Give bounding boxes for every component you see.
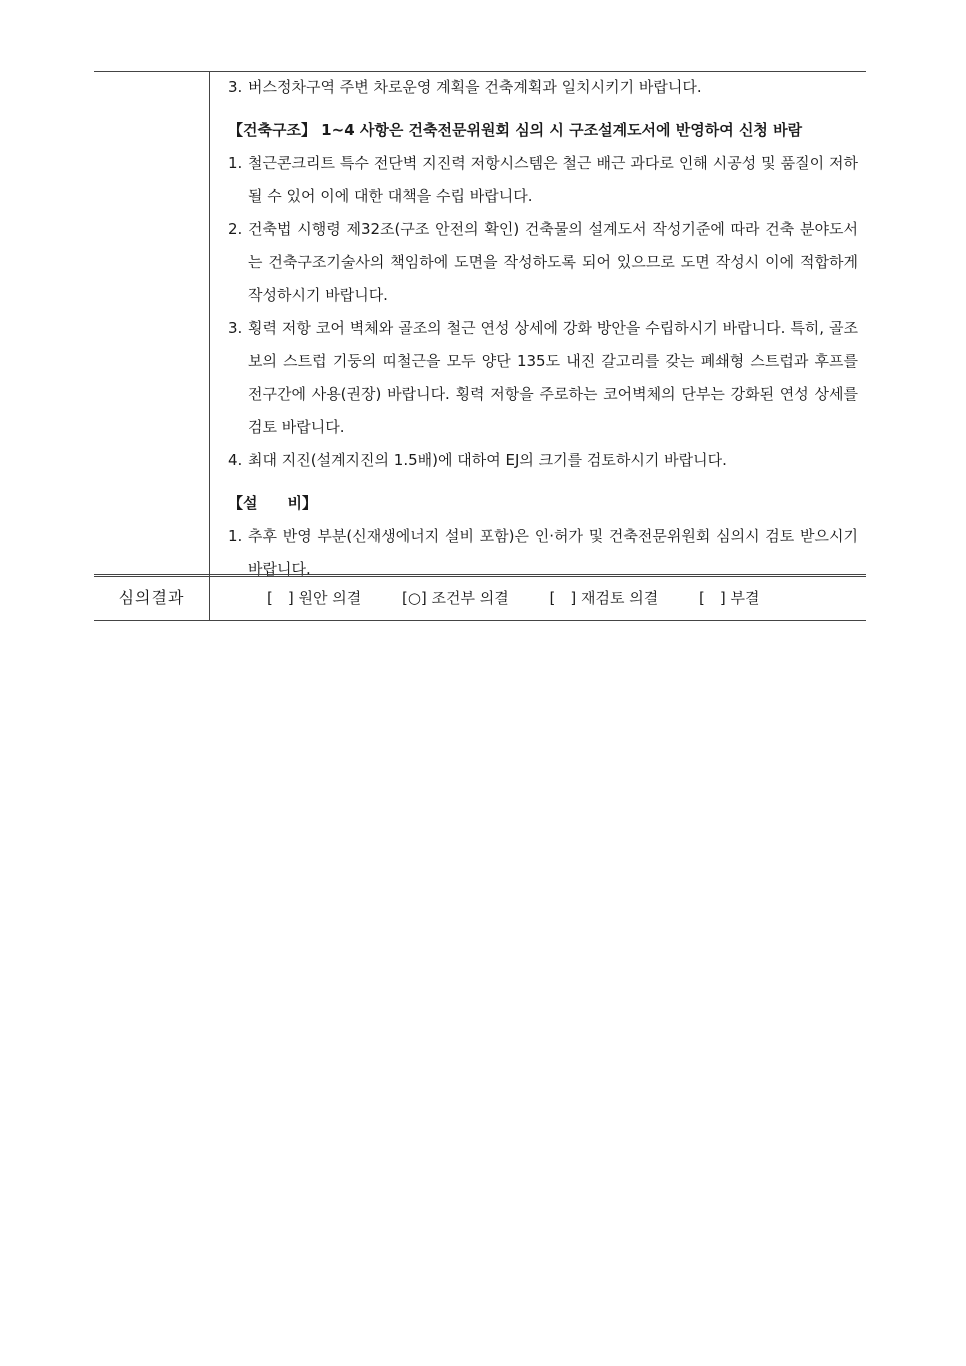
- list-item: 4. 최대 지진(설계지진의 1.5배)에 대하여 EJ의 크기를 검토하시기 바랍니다.: [228, 451, 727, 469]
- list-item: 2. 건축법 시행령 제32조(구조 안전의 확인) 건축물의 설계도서 작성기준에 따라 건축 분야도서는 건축구조기술사의 책임하에 도면을 작성하도록 되어 있으므로 도면 작성시 이에 적합하게 작성하시기 바랍니다.: [228, 220, 858, 304]
- column-divider: [209, 71, 210, 620]
- result-label: 심의결과: [118, 588, 185, 607]
- section-heading-structure: 【건축구조】 1~4 사항은 건축전문위원회 심의 시 구조설계도서에 반영하여 신청 바람: [228, 121, 803, 139]
- result-option-conditional: [○] 조건부 의결: [401, 589, 509, 607]
- divider-line: [94, 574, 866, 575]
- list-item: 3. 횡력 저항 코어 벽체와 골조의 철근 연성 상세에 강화 방안을 수립하시기 바랍니다. 특히, 골조보의 스트럽 기둥의 띠철근을 모두 양단 135도 내진 갈고리를 갖는 폐쇄형 스트럽과 후프를 전구간에 사용(권장) 바랍니다. 횡력 저항을 주로하는 코어벽체의 단부는 강화된 연성 상세를 검토 바랍니다.: [228, 319, 858, 436]
- review-opinions: [228, 71, 858, 586]
- result-options: [267, 576, 795, 620]
- result-option-rejected: [ ] 부결: [699, 589, 760, 607]
- result-option-original: [ ] 원안 의결: [267, 589, 362, 607]
- result-option-reexamine: [ ] 재검토 의결: [549, 589, 659, 607]
- section-heading-equipment: 【설 비】: [228, 494, 317, 512]
- bottom-border: [94, 620, 866, 621]
- list-item: 1. 추후 반영 부분(신재생에너지 설비 포함)은 인·허가 및 건축전문위원회 심의시 검토 받으시기 바랍니다.: [228, 527, 858, 578]
- list-item: 3. 버스정차구역 주변 차로운영 계획을 건축계획과 일치시키기 바랍니다.: [228, 78, 702, 96]
- list-item: 1. 철근콘크리트 특수 전단벽 지진력 저항시스템은 철근 배근 과다로 인해 시공성 및 품질이 저하될 수 있어 이에 대한 대책을 수립 바랍니다.: [228, 154, 858, 205]
